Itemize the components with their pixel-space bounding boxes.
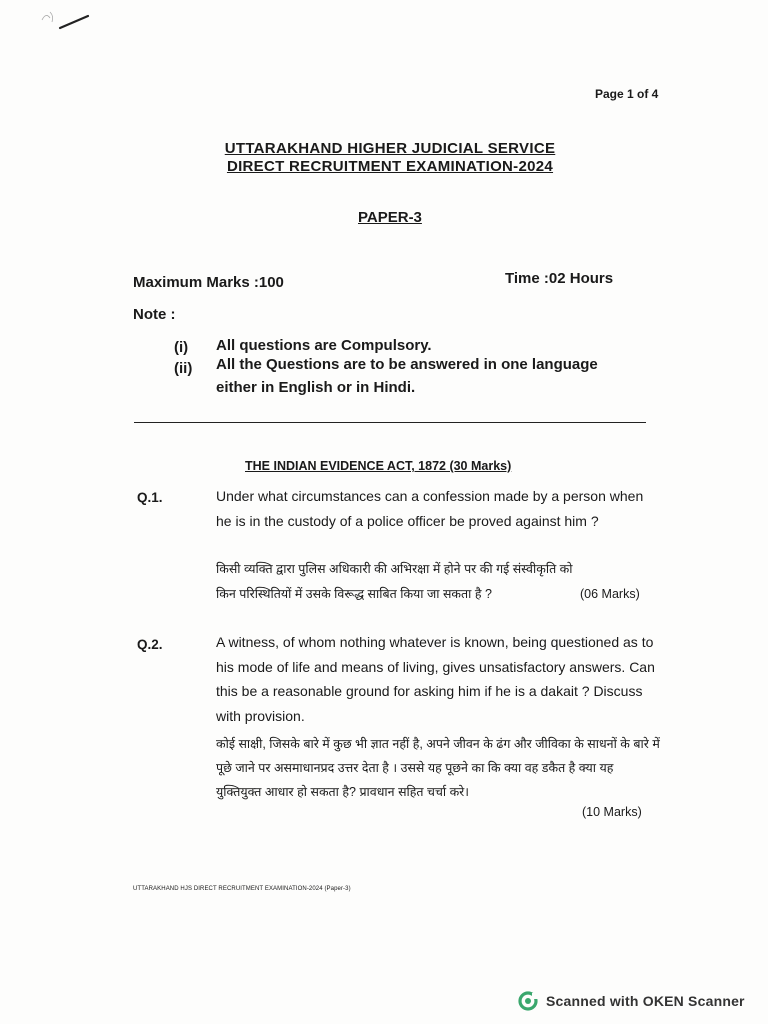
question-label: Q.2. (137, 637, 163, 652)
paper-label: PAPER-3 (358, 209, 422, 226)
note-item-text-continued: either in English or in Hindi. (216, 379, 416, 396)
question-english-text: A witness, of whom nothing whatever is known, being questioned as to his mode of life and means of living, gives unsatisfactory answers. Can this be a reasonable ground for asking him if he is a dakait ? Discuss with provision. (216, 634, 655, 724)
oken-scanner-logo-icon (518, 991, 538, 1011)
question-marks: (06 Marks) (580, 587, 640, 601)
exam-title-line2: DIRECT RECRUITMENT EXAMINATION-2024 (226, 158, 554, 175)
exam-time: Time :02 Hours (505, 270, 614, 287)
scanner-watermark (518, 991, 745, 1011)
note-label: Note : (133, 306, 176, 323)
question-marks: (10 Marks) (582, 805, 642, 819)
pen-mark-icon (40, 8, 100, 58)
question-hindi-text-continued: किन परिस्थितियों में उसके विरूद्ध साबित किया जा सकता है ? (216, 587, 492, 601)
page-number: Page 1 of 4 (595, 87, 659, 101)
maximum-marks: Maximum Marks :100 (133, 274, 284, 291)
section-title: THE INDIAN EVIDENCE ACT, 1872 (30 Marks) (245, 459, 512, 473)
page-footer: UTTARAKHAND HJS DIRECT RECRUITMENT EXAMINATION-2024 (Paper-3) (133, 886, 351, 892)
note-item-text: All the Questions are to be answered in one language (216, 356, 598, 373)
question-english-text: Under what circumstances can a confession made by a person when he is in the custody of a police officer be proved against him ? (216, 488, 644, 529)
note-item-number: (ii) (174, 360, 193, 377)
note-item-text: All questions are Compulsory. (216, 337, 432, 354)
divider-line (134, 422, 646, 423)
question-hindi-text: किसी व्यक्ति द्वारा पुलिस अधिकारी की अभिरक्षा में होने पर की गई संस्वीकृति को (216, 562, 573, 576)
question-hindi-text: कोई साक्षी, जिसके बारे में कुछ भी ज्ञात नहीं है, अपने जीवन के ढंग और जीविका के साधनों के बारे में पूछे जाने पर असमाधानप्रद उत्तर देता है । उससे यह पूछने का कि क्या वह डकैत है क्या यह युक्तियुक्त आधार हो सकता है? प्रावधान सहित चर्चा करे। (216, 737, 660, 799)
scanner-label: Scanned with OKEN Scanner (546, 993, 745, 1009)
exam-title-line1: UTTARAKHAND HIGHER JUDICIAL SERVICE (224, 140, 556, 157)
note-item-number: (i) (174, 339, 189, 356)
question-label: Q.1. (137, 490, 163, 505)
